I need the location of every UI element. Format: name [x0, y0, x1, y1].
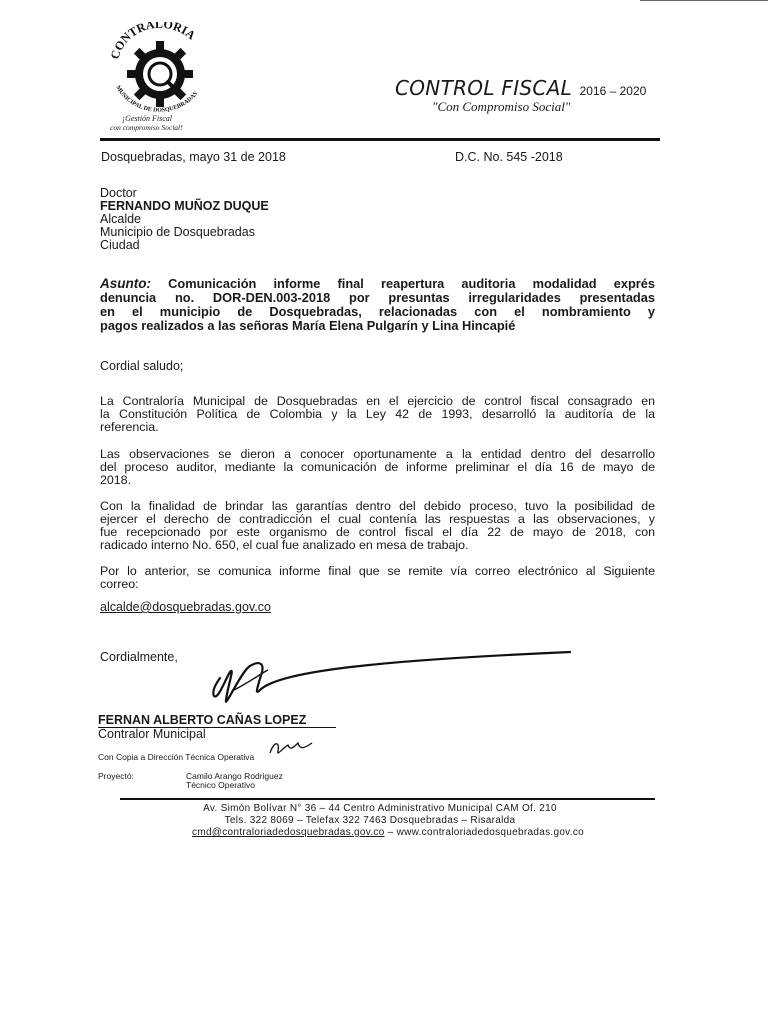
gear-magnifier-icon	[100, 22, 220, 122]
paragraph-2	[100, 448, 655, 487]
paragraph-2-line: Las observaciones se dieron a conocer oportunamente a la entidad dentro del desarrollo	[100, 447, 655, 461]
place-date: Dosquebradas, mayo 31 de 2018	[101, 150, 286, 164]
logo-lower-text: MUNICIPAL DE DOSQUEBRADAS	[114, 84, 200, 114]
paragraph-3	[100, 500, 655, 552]
letterhead	[0, 0, 768, 145]
contraloria-logo	[100, 22, 220, 137]
subject-line-4: pagos realizados a las señoras María Elena Pulgarín y Lina Hincapié	[100, 318, 516, 333]
projected-role: Técnico Operativo	[186, 780, 255, 790]
header-divider	[100, 138, 660, 141]
recipient-email-link[interactable]: alcalde@dosquebradas.gov.co	[100, 600, 271, 614]
greeting: Cordial saludo;	[100, 359, 184, 373]
paragraph-2-line: 2018.	[100, 473, 132, 487]
paragraph-3-line: fue recepcionado por este organismo de control fiscal el día 22 de mayo de 2018, con	[100, 525, 655, 539]
logo-slogan-line2: con compromiso Social!	[110, 123, 183, 132]
footer-address: Av. Simón Bolívar N° 36 – 44 Centro Administrativo Municipal CAM Of. 210	[203, 803, 557, 814]
copy-note: Con Copia a Dirección Técnica Operativa	[98, 752, 255, 762]
footer-website-link[interactable]: www.contraloriadedosquebradas.gov.co	[396, 827, 584, 838]
paragraph-4-line: Por lo anterior, se comunica informe final que se remite vía correo electrónico al Siguiente	[100, 564, 655, 578]
paragraph-2-line: del proceso auditor, mediante la comunicación de informe preliminar el día 16 de mayo de	[100, 460, 655, 474]
letterhead-motto: "Con Compromiso Social"	[432, 99, 571, 114]
recipient-name: FERNANDO MUÑOZ DUQUE	[100, 199, 269, 213]
letterhead-title-block	[395, 76, 660, 100]
paragraph-3-line: radicado interno No. 650, el cual fue analizado en mesa de trabajo.	[100, 538, 469, 552]
logo-slogan-line1: ¡Gestión Fiscal	[122, 114, 172, 123]
subject-line-1: Comunicación informe final reapertura auditoria modalidad exprés	[168, 276, 656, 291]
footer-contact	[96, 827, 680, 839]
projected-name: Camilo Arango Rodriguez	[186, 771, 283, 781]
footer-email-link[interactable]: cmd@contraloriadedosquebradas.gov.co	[192, 827, 385, 838]
title-years: 2016 – 2020	[579, 84, 647, 98]
paragraph-1-line: referencia.	[100, 420, 159, 434]
subject-line-2: denuncia no. DOR-DEN.003-2018 por presuntas irregularidades presentadas	[100, 290, 655, 305]
paragraph-1-line: la Constitución Política de Colombia y la Ley 42 de 1993, desarrolló la auditoría de la	[100, 407, 655, 421]
paragraph-3-line: ejercer el derecho de contradicción el cual contenía las respuestas a las observaciones, y	[100, 512, 655, 526]
footer-phones: Tels. 322 8069 – Telefax 322 7463 Dosquebradas – Risaralda	[224, 815, 516, 826]
recipient-entity: Municipio de Dosquebradas	[100, 225, 255, 239]
signature-icon	[190, 630, 630, 720]
scan-edge-line	[640, 0, 768, 1]
footer-divider	[120, 798, 655, 800]
subject-line-3: en el municipio de Dosquebradas, relacionadas con el nombramiento y	[100, 304, 655, 319]
paragraph-4	[100, 565, 655, 591]
footer	[100, 803, 680, 839]
subject-label: Asunto:	[100, 276, 151, 291]
page-title: CONTROL FISCAL	[395, 76, 573, 100]
recipient-position: Alcalde	[100, 212, 141, 226]
initials-icon	[266, 737, 316, 761]
recipient-title: Doctor	[100, 186, 137, 200]
footer-separator: –	[384, 827, 397, 838]
paragraph-1	[100, 395, 655, 434]
paragraph-4-line: correo:	[100, 577, 139, 591]
paragraph-3-line: Con la finalidad de brindar las garantías dentro del debido proceso, tuvo la posibilidad de	[100, 499, 655, 513]
recipient-city: Ciudad	[100, 238, 140, 252]
closing: Cordialmente,	[100, 650, 178, 664]
paragraph-1-line: La Contraloría Municipal de Dosquebradas en el ejercicio de control fiscal consagrado en	[100, 394, 655, 408]
signer-title: Contralor Municipal	[98, 727, 206, 741]
recipient-block	[100, 187, 269, 252]
projected-label: Proyectó:	[98, 771, 134, 781]
signer-name: FERNAN ALBERTO CAÑAS LOPEZ	[98, 713, 307, 727]
reference-number: D.C. No. 545 -2018	[455, 150, 563, 164]
subject-block	[100, 277, 655, 333]
logo-arc-text: CONTRALORIA	[107, 22, 199, 61]
